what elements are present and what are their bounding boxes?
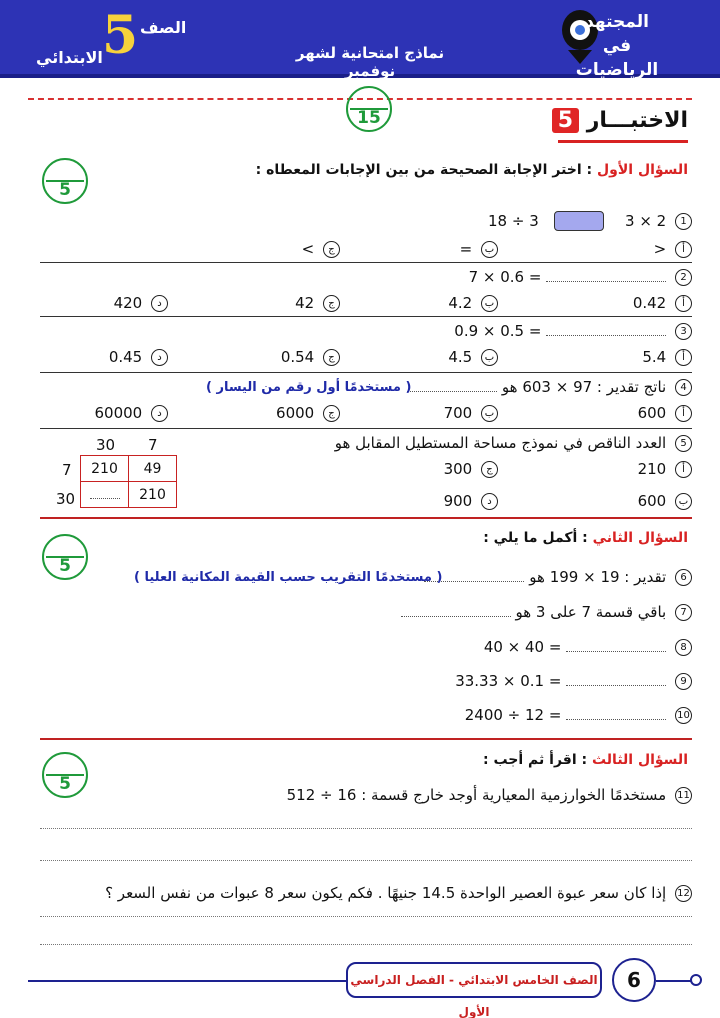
q1-item-5 bbox=[335, 434, 692, 452]
item-9-expr: 33.33 × 0.1 = bbox=[455, 672, 562, 690]
option-value: 42 bbox=[295, 294, 315, 312]
q2-item-6 bbox=[424, 568, 692, 586]
q2-item-8 bbox=[484, 638, 692, 656]
q2-score-circle bbox=[42, 534, 88, 580]
grade-line-1: الصف bbox=[140, 18, 187, 37]
q1-3-option-b[interactable] bbox=[448, 348, 498, 366]
q1-2-option-a[interactable] bbox=[633, 294, 692, 312]
option-value: 0.42 bbox=[632, 294, 667, 312]
item-number-1: 1 bbox=[675, 213, 692, 230]
q1-5-option-b[interactable] bbox=[638, 492, 692, 510]
item-12-text: إذا كان سعر عبوة العصير الواحدة 14.5 جنيهًا . فكم يكون سعر 8 عبوات من نفس السعر ؟ bbox=[105, 884, 667, 902]
item-number-9: 9 bbox=[675, 673, 692, 690]
item-2-expr: 7 × 0.6 = bbox=[468, 268, 542, 286]
q1-item-4-hint: ( مستخدمًا أول رقم من اليسار ) bbox=[206, 380, 412, 395]
answer-blank[interactable] bbox=[566, 685, 666, 686]
item-number-2: 2 bbox=[675, 269, 692, 286]
q3-score: 5 bbox=[59, 774, 71, 794]
option-letter: د bbox=[151, 405, 168, 422]
q1-4-option-b[interactable] bbox=[444, 404, 498, 422]
item-1-right-expr: 2 × 3 bbox=[625, 212, 667, 230]
q3-label: السؤال الثالث bbox=[591, 752, 688, 768]
option-letter: أ bbox=[675, 295, 692, 312]
option-value: 900 bbox=[443, 492, 473, 510]
model-top-right: 7 bbox=[148, 436, 158, 454]
item-4-text: ناتج تقدير : 97 × 603 هو bbox=[501, 378, 667, 396]
q1-4-option-c[interactable] bbox=[276, 404, 340, 422]
section-divider bbox=[40, 738, 692, 740]
q3-header bbox=[483, 752, 688, 768]
section-divider bbox=[40, 517, 692, 519]
q1-4-option-a[interactable] bbox=[638, 404, 692, 422]
answer-blank[interactable] bbox=[401, 616, 511, 617]
option-letter: ب bbox=[481, 349, 498, 366]
item-number-4: 4 bbox=[675, 379, 692, 396]
option-letter: ب bbox=[481, 241, 498, 258]
test-title bbox=[546, 108, 688, 133]
option-value: 6000 bbox=[276, 404, 315, 422]
q1-2-option-b[interactable] bbox=[448, 294, 498, 312]
option-value: 4.5 bbox=[448, 348, 473, 366]
q1-5-option-c[interactable] bbox=[444, 460, 498, 478]
q1-item-1 bbox=[625, 212, 692, 230]
option-value: 420 bbox=[113, 294, 143, 312]
q1-label: السؤال الأول bbox=[597, 162, 688, 178]
option-value: < bbox=[653, 240, 667, 258]
q1-header bbox=[256, 162, 688, 178]
answer-line[interactable] bbox=[40, 944, 692, 945]
q1-2-option-d[interactable] bbox=[114, 294, 168, 312]
item-10-expr: 2400 ÷ 12 = bbox=[464, 706, 562, 724]
q1-5-option-d[interactable] bbox=[444, 492, 498, 510]
q1-3-option-a[interactable] bbox=[642, 348, 692, 366]
option-letter: ب bbox=[481, 405, 498, 422]
grade-line-2: الابتدائي bbox=[36, 48, 103, 67]
option-letter: أ bbox=[675, 405, 692, 422]
q1-item-4 bbox=[407, 378, 692, 396]
area-cell-missing[interactable] bbox=[81, 482, 129, 508]
area-cell: 49 bbox=[129, 456, 177, 482]
grade-number: 5 bbox=[102, 5, 139, 66]
total-score: 15 bbox=[357, 108, 381, 128]
q2-item-9 bbox=[455, 672, 692, 690]
q3-score-circle bbox=[42, 752, 88, 798]
row-divider bbox=[40, 428, 692, 429]
item-number-8: 8 bbox=[675, 639, 692, 656]
item-5-text: العدد الناقص في نموذج مساحة المستطيل المقابل هو bbox=[334, 434, 667, 452]
q2-instruction: : أكمل ما يلي : bbox=[483, 530, 588, 546]
option-letter: أ bbox=[675, 349, 692, 366]
answer-blank[interactable] bbox=[407, 391, 497, 392]
row-divider bbox=[40, 316, 692, 317]
item-number-7: 7 bbox=[675, 604, 692, 621]
q2-item-10 bbox=[465, 706, 692, 724]
q1-score: 5 bbox=[59, 180, 71, 200]
q1-1-option-c[interactable] bbox=[302, 240, 340, 258]
brand-line-2: في الرياضيات bbox=[575, 36, 659, 80]
option-letter: ج bbox=[323, 349, 340, 366]
option-letter: ب bbox=[675, 493, 692, 510]
option-value: 60000 bbox=[94, 404, 143, 422]
option-value: 0.54 bbox=[280, 348, 315, 366]
option-letter: د bbox=[481, 493, 498, 510]
option-letter: د bbox=[151, 295, 168, 312]
q2-score: 5 bbox=[59, 556, 71, 576]
option-letter: ج bbox=[323, 241, 340, 258]
item-8-expr: 40 × 40 = bbox=[483, 638, 562, 656]
option-letter: ج bbox=[481, 461, 498, 478]
answer-line[interactable] bbox=[40, 860, 692, 861]
q3-item-11 bbox=[287, 786, 692, 804]
brand-line-1: المجتهد bbox=[585, 12, 649, 32]
q1-5-option-a[interactable] bbox=[638, 460, 692, 478]
item-11-text: مستخدمًا الخوارزمية المعيارية أوجد خارج قسمة : 16 ÷ 512 bbox=[286, 786, 667, 804]
answer-blank[interactable] bbox=[566, 719, 666, 720]
option-value: 700 bbox=[443, 404, 473, 422]
answer-line[interactable] bbox=[40, 916, 692, 917]
q2-item-7 bbox=[401, 603, 692, 621]
option-value: 4.2 bbox=[448, 294, 473, 312]
model-side-bottom: 30 bbox=[56, 490, 76, 508]
item-number-3: 3 bbox=[675, 323, 692, 340]
option-value: 5.4 bbox=[642, 348, 667, 366]
q3-item-12 bbox=[105, 884, 692, 902]
item-number-12: 12 bbox=[675, 885, 692, 902]
item-number-10: 10 bbox=[675, 707, 692, 724]
header-bar bbox=[0, 0, 720, 78]
item-number-6: 6 bbox=[675, 569, 692, 586]
q1-instruction: : اختر الإجابة الصحيحة من بين الإجابات المعطاه : bbox=[255, 162, 593, 178]
area-cell: 210 bbox=[129, 482, 177, 508]
option-value: 600 bbox=[637, 404, 667, 422]
footer-label: الصف الخامس الابتدائي - الفصل الدراسي الأول bbox=[346, 962, 602, 998]
row-divider bbox=[40, 262, 692, 263]
area-model bbox=[80, 455, 177, 508]
option-value: 300 bbox=[443, 460, 473, 478]
page-number: 6 bbox=[612, 958, 656, 1002]
answer-line[interactable] bbox=[40, 828, 692, 829]
footer-rule bbox=[28, 980, 346, 982]
total-score-circle bbox=[346, 86, 392, 132]
comparison-blank[interactable] bbox=[554, 211, 604, 231]
option-value: 210 bbox=[637, 460, 667, 478]
q1-score-circle bbox=[42, 158, 88, 204]
item-3-expr: 0.9 × 0.5 = bbox=[454, 322, 542, 340]
q1-1-option-b[interactable] bbox=[460, 240, 498, 258]
test-title-label: الاختبـــار bbox=[586, 108, 688, 133]
option-value: > bbox=[301, 240, 315, 258]
q2-label: السؤال الثاني bbox=[592, 530, 688, 546]
option-value: 0.45 bbox=[108, 348, 143, 366]
item-number-5: 5 bbox=[675, 435, 692, 452]
q2-item-6-hint: ( مستخدمًا التقريب حسب القيمة المكانية العليا ) bbox=[134, 570, 443, 585]
q1-item-3 bbox=[454, 322, 692, 340]
item-6-text: تقدير : 19 × 199 هو bbox=[529, 568, 667, 586]
q1-2-option-c[interactable] bbox=[295, 294, 340, 312]
option-value: = bbox=[459, 240, 473, 258]
area-cell: 210 bbox=[81, 456, 129, 482]
option-letter: أ bbox=[675, 461, 692, 478]
title-underline bbox=[558, 140, 688, 143]
option-letter: أ bbox=[675, 241, 692, 258]
q2-header bbox=[483, 530, 688, 546]
option-letter: د bbox=[151, 349, 168, 366]
option-letter: ج bbox=[323, 295, 340, 312]
answer-blank[interactable] bbox=[566, 651, 666, 652]
model-side-top: 7 bbox=[62, 461, 72, 479]
option-letter: ج bbox=[323, 405, 340, 422]
answer-blank[interactable] bbox=[546, 335, 666, 336]
option-letter: ب bbox=[481, 295, 498, 312]
q1-item-2 bbox=[469, 268, 692, 286]
header-subtitle: نماذج امتحانية لشهر نوفمبر bbox=[295, 44, 445, 80]
missing-blank bbox=[90, 498, 120, 499]
brand-name bbox=[562, 10, 672, 82]
q1-3-option-c[interactable] bbox=[281, 348, 340, 366]
test-number: 5 bbox=[552, 108, 579, 133]
q3-instruction: : اقرأ ثم أجب : bbox=[482, 752, 588, 768]
item-1-left-expr: 18 ÷ 3 bbox=[488, 212, 539, 230]
q1-3-option-d[interactable] bbox=[109, 348, 168, 366]
q1-1-option-a[interactable] bbox=[654, 240, 692, 258]
footer-dot-icon bbox=[690, 974, 702, 986]
answer-blank[interactable] bbox=[546, 281, 666, 282]
option-value: 600 bbox=[637, 492, 667, 510]
q1-4-option-d[interactable] bbox=[95, 404, 169, 422]
item-number-11: 11 bbox=[675, 787, 692, 804]
item-7-text: باقي قسمة 7 على 3 هو bbox=[515, 603, 667, 621]
model-top-left: 30 bbox=[96, 436, 116, 454]
row-divider bbox=[40, 372, 692, 373]
